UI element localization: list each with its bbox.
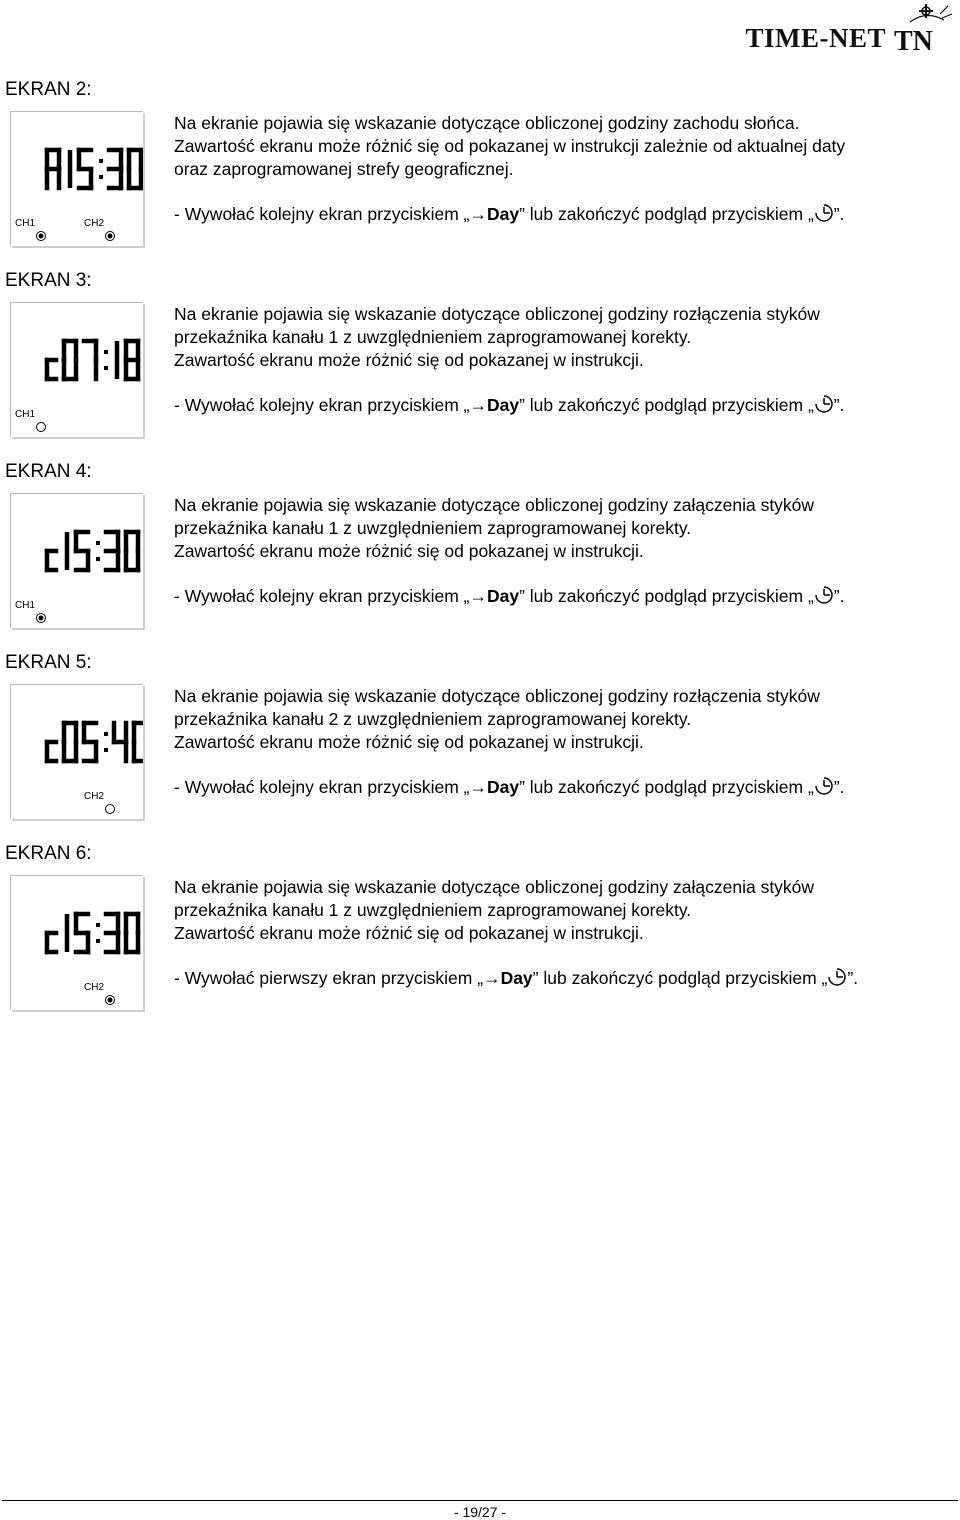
description-line: Na ekranie pojawia się wskazanie dotyczące obliczonej godziny rozłączenia styków bbox=[174, 686, 820, 706]
channel-label: CH1 bbox=[15, 409, 36, 420]
header-logo bbox=[745, 2, 954, 54]
instruction-suffix: ”. bbox=[833, 204, 845, 224]
lcd-screen bbox=[10, 684, 143, 819]
instruction-prefix: - Wywołać pierwszy ekran przyciskiem „ bbox=[174, 968, 484, 988]
channel-indicator-dot bbox=[39, 234, 44, 239]
section-description bbox=[174, 876, 949, 945]
instruction-middle: ” lub zakończyć podgląd przyciskiem „ bbox=[519, 777, 814, 797]
day-button-label: Day bbox=[486, 777, 520, 797]
page-number: - 19/27 - bbox=[453, 1504, 507, 1520]
description-line: Na ekranie pojawia się wskazanie dotyczące obliczonej godziny rozłączenia styków bbox=[174, 304, 820, 324]
brand-name: TIME-NET bbox=[745, 23, 886, 53]
instruction-suffix: ”. bbox=[833, 777, 845, 797]
lcd-display bbox=[11, 685, 143, 819]
channel-label: CH2 bbox=[84, 218, 105, 229]
section-title: EKRAN 6: bbox=[5, 843, 92, 864]
clock-icon bbox=[814, 776, 834, 796]
footer-divider bbox=[2, 1500, 958, 1501]
lcd-colon-dot bbox=[104, 748, 108, 752]
day-button-label: Day bbox=[486, 204, 520, 224]
channel-label: CH2 bbox=[84, 982, 105, 993]
day-button-label: Day bbox=[500, 968, 533, 988]
channel-indicator-icon bbox=[37, 423, 46, 432]
section-title: EKRAN 5: bbox=[5, 652, 92, 673]
lcd-display bbox=[11, 112, 143, 246]
instruction-line bbox=[174, 394, 844, 417]
lcd-screen bbox=[10, 875, 143, 1010]
instruction-middle: ” lub zakończyć podgląd przyciskiem „ bbox=[519, 395, 814, 415]
instruction-suffix: ”. bbox=[833, 586, 845, 606]
section-description bbox=[174, 685, 949, 754]
description-line: Zawartość ekranu może różnić się od pokazanej w instrukcji zależnie od aktualnej daty bbox=[174, 136, 846, 156]
instruction-prefix: - Wywołać kolejny ekran przyciskiem „ bbox=[174, 777, 470, 797]
lcd-colon-dot bbox=[99, 175, 103, 179]
lcd-screen bbox=[10, 302, 143, 437]
instruction-middle: ” lub zakończyć podgląd przyciskiem „ bbox=[519, 586, 814, 606]
channel-label: CH1 bbox=[15, 600, 36, 611]
lcd-colon-dot bbox=[96, 939, 100, 943]
svg-text:TN: TN bbox=[894, 26, 933, 54]
lcd-colon-dot bbox=[104, 366, 108, 370]
instruction-line bbox=[174, 776, 844, 799]
lcd-colon-dot bbox=[96, 541, 100, 545]
day-button-label: Day bbox=[486, 586, 520, 606]
channel-indicator-dot bbox=[108, 998, 113, 1003]
section-description bbox=[174, 112, 949, 181]
channel-label: CH2 bbox=[84, 791, 105, 802]
instruction-suffix: ”. bbox=[847, 968, 859, 988]
arrow-right-icon: → bbox=[469, 777, 487, 797]
instruction-middle: ” lub zakończyć podgląd przyciskiem „ bbox=[519, 204, 814, 224]
instruction-prefix: - Wywołać kolejny ekran przyciskiem „ bbox=[174, 586, 470, 606]
lcd-screen bbox=[10, 111, 143, 246]
lcd-display bbox=[11, 876, 143, 1010]
channel-indicator-dot bbox=[108, 234, 113, 239]
instruction-middle: ” lub zakończyć podgląd przyciskiem „ bbox=[532, 968, 828, 988]
section-description bbox=[174, 494, 949, 563]
section-title: EKRAN 2: bbox=[5, 79, 92, 100]
lcd-display bbox=[11, 303, 143, 437]
description-line: przekaźnika kanału 1 z uwzględnieniem zaprogramowanej korekty. bbox=[174, 900, 692, 920]
day-button-label: Day bbox=[486, 395, 520, 415]
lcd-colon-dot bbox=[104, 350, 108, 354]
description-line: przekaźnika kanału 1 z uwzględnieniem zaprogramowanej korekty. bbox=[174, 327, 692, 347]
tn-logo-icon bbox=[892, 2, 954, 54]
section-title: EKRAN 4: bbox=[5, 461, 92, 482]
clock-icon bbox=[814, 203, 834, 223]
description-line: oraz zaprogramowanej strefy geograficznej. bbox=[174, 159, 514, 179]
description-line: Zawartość ekranu może różnić się od pokazanej w instrukcji. bbox=[174, 732, 644, 752]
arrow-right-icon: → bbox=[483, 968, 501, 988]
section-title: EKRAN 3: bbox=[5, 270, 92, 291]
section-description bbox=[174, 303, 949, 372]
lcd-colon-dot bbox=[99, 159, 103, 163]
channel-indicator-dot bbox=[39, 616, 44, 621]
lcd-screen bbox=[10, 493, 143, 628]
instruction-line bbox=[174, 967, 858, 990]
lcd-colon-dot bbox=[104, 732, 108, 736]
clock-icon bbox=[827, 967, 847, 987]
arrow-right-icon: → bbox=[469, 204, 487, 224]
description-line: Na ekranie pojawia się wskazanie dotyczące obliczonej godziny załączenia styków bbox=[174, 877, 815, 897]
instruction-line bbox=[174, 203, 844, 226]
channel-label: CH1 bbox=[15, 218, 36, 229]
lcd-colon-dot bbox=[96, 557, 100, 561]
description-line: Na ekranie pojawia się wskazanie dotyczące obliczonej godziny załączenia styków bbox=[174, 495, 815, 515]
description-line: Zawartość ekranu może różnić się od pokazanej w instrukcji. bbox=[174, 350, 644, 370]
lcd-display bbox=[11, 494, 143, 628]
description-line: Zawartość ekranu może różnić się od pokazanej w instrukcji. bbox=[174, 923, 644, 943]
clock-icon bbox=[814, 394, 834, 414]
clock-icon bbox=[814, 585, 834, 605]
arrow-right-icon: → bbox=[469, 586, 487, 606]
lcd-colon-dot bbox=[96, 923, 100, 927]
description-line: Zawartość ekranu może różnić się od pokazanej w instrukcji. bbox=[174, 541, 644, 561]
description-line: przekaźnika kanału 1 z uwzględnieniem zaprogramowanej korekty. bbox=[174, 518, 692, 538]
description-line: Na ekranie pojawia się wskazanie dotyczące obliczonej godziny zachodu słońca. bbox=[174, 113, 800, 133]
channel-indicator-icon bbox=[106, 805, 115, 814]
instruction-suffix: ”. bbox=[833, 395, 845, 415]
instruction-prefix: - Wywołać kolejny ekran przyciskiem „ bbox=[174, 395, 470, 415]
description-line: przekaźnika kanału 2 z uwzględnieniem zaprogramowanej korekty. bbox=[174, 709, 692, 729]
instruction-line bbox=[174, 585, 844, 608]
arrow-right-icon: → bbox=[469, 395, 487, 415]
instruction-prefix: - Wywołać kolejny ekran przyciskiem „ bbox=[174, 204, 470, 224]
